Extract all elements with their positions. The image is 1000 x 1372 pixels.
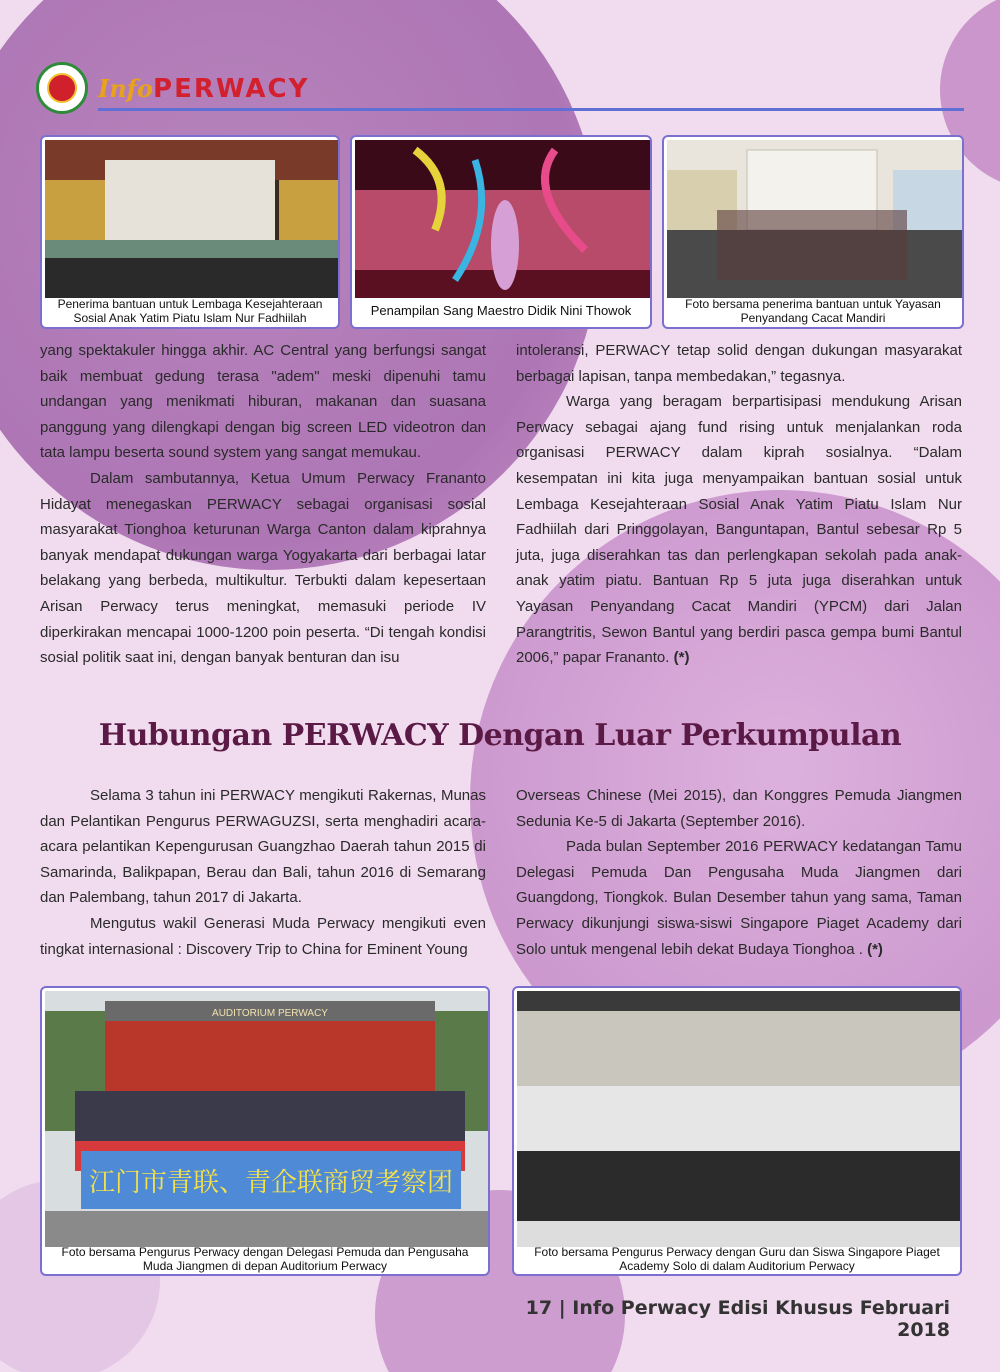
photo-group-auditorium xyxy=(45,991,489,1247)
photo-card-ypcm xyxy=(662,135,964,329)
article-column-3 xyxy=(40,783,486,962)
photo-dance-performance xyxy=(355,140,651,298)
photo-group-ypcm xyxy=(667,140,963,298)
section-title: Hubungan PERWACY Dengan Luar Perkumpulan xyxy=(98,718,902,753)
photo-card-piaget-academy xyxy=(512,986,962,1276)
banner-text: 江门市青联、青企联商贸考察团 xyxy=(88,1168,454,1198)
photo-caption: Penerima bantuan untuk Lembaga Kesejahteraan Sosial Anak Yatim Piatu Islam Nur Fadhiilah xyxy=(57,297,323,325)
brand-main: PERWACY xyxy=(153,74,310,104)
photo-caption: Foto bersama Pengurus Perwacy dengan Guru dan Siswa Singapore Piaget Academy Solo di dalam Auditorium Perwacy xyxy=(534,1245,940,1273)
photo-group-students xyxy=(517,991,961,1247)
paragraph xyxy=(516,389,962,671)
paragraph: Selama 3 tahun ini PERWACY mengikuti Rakernas, Munas dan Pelantikan Pengurus PERWAGUZSI, serta menghadiri acara-acara pelantikan Kepengurusan Guangzhao Daerah tahun 2015 di Samarinda, Balikpapan, Berau dan Bali, tahun 2016 di Semarang dan Palembang, tahun 2017 di Jakarta. xyxy=(40,787,486,907)
paragraph: yang spektakuler hingga akhir. AC Central yang berfungsi sangat baik membuat gedung terasa "adem" meski dipenuhi tamu undangan yang menikmati hiburan, makanan dan suasana panggung yang dilengkapi dengan big screen LED videotron dan tata lampu beserta sound system yang sangat memukau. xyxy=(40,342,486,462)
brand-info: Info xyxy=(98,74,154,103)
article-column-2 xyxy=(516,338,962,671)
photo-caption: Foto bersama penerima bantuan untuk Yayasan Penyandang Cacat Mandiri xyxy=(685,297,941,325)
perwacy-logo xyxy=(36,62,88,114)
page-header xyxy=(36,62,966,112)
header-rule xyxy=(98,108,964,111)
photo-caption: Penampilan Sang Maestro Didik Nini Thowok xyxy=(370,303,632,318)
end-mark: (*) xyxy=(867,940,883,958)
paragraph-text: Warga yang beragam berpartisipasi mendukung Arisan Perwacy sebagai ajang fund rising untuk menjalankan roda organisasi PERWACY dalam kiprah sosialnya. “Dalam kesempatan ini kita juga menyampaikan bantuan sosial untuk Lembaga Kesejahteraan Sosial Anak Yatim Piatu Islam Nur Fadhiilah dari Pringgolayan, Banguntapan, Bantul sebesar Rp 5 juta, juga diserahkan tas dan perlengkapan sekolah pada anak-anak yatim piatu. Bantuan Rp 5 juta juga diserahkan untuk Yayasan Penyandang Cacat Mandiri (YPCM) dari Jalan Parangtritis, Sewon Bantul yang berdiri pasca gempa bumi Bantul 2006,” papar Frananto. xyxy=(516,393,962,667)
building-sign: AUDITORIUM PERWACY xyxy=(212,1008,328,1019)
paragraph: Dalam sambutannya, Ketua Umum Perwacy Frananto Hidayat menegaskan PERWACY sebagai organisasi sosial masyarakat Tionghoa keturunan Warga Canton dalam kiprahnya banyak mendapat dukungan warga Yogyakarta dari berbagai latar belakang yang berbeda, multikultur. Terbukti dalam kepesertaan Arisan Perwacy terus meningkat, memasuki periode IV diperkirakan mencapai 1000-1200 poin peserta. “Di tengah kondisi sosial politik saat ini, dengan banyak benturan dan isu xyxy=(40,469,486,667)
article-column-4 xyxy=(516,783,962,962)
brand-title xyxy=(98,74,309,104)
photo-card-jiangmen-delegation xyxy=(40,986,490,1276)
paragraph-text: Pada bulan September 2016 PERWACY kedatangan Tamu Delegasi Pemuda Dan Pengusaha Muda Jiangmen dari Guangdong, Tiongkok. Bulan Desember tahun yang sama, Taman Perwacy dikunjungi siswa-siswi Singapore Piaget Academy dari Solo untuk mengenal lebih dekat Budaya Tionghoa . xyxy=(516,838,962,958)
photo-caption: Foto bersama Pengurus Perwacy dengan Delegasi Pemuda dan Pengusaha Muda Jiangmen di depan Auditorium Perwacy xyxy=(61,1245,469,1273)
paragraph: Mengutus wakil Generasi Muda Perwacy mengikuti even tingkat internasional : Discovery Trip to China for Eminent Young xyxy=(40,914,486,958)
paragraph: Overseas Chinese (Mei 2015), dan Konggres Pemuda Jiangmen Sedunia Ke-5 di Jakarta (September 2016). xyxy=(516,787,962,830)
photo-stage-ceremony xyxy=(45,140,339,298)
page-footer: 17 | Info Perwacy Edisi Khusus Februari 2018 xyxy=(525,1297,950,1341)
end-mark: (*) xyxy=(673,649,690,667)
article-column-1 xyxy=(40,338,486,671)
photo-card-yatim-piatu xyxy=(40,135,340,329)
paragraph xyxy=(516,834,962,962)
paragraph: intoleransi, PERWACY tetap solid dengan dukungan masyarakat berbagai lapisan, tanpa membedakan,” tegasnya. xyxy=(516,342,962,385)
photo-card-didik-nini-thowok xyxy=(350,135,652,329)
